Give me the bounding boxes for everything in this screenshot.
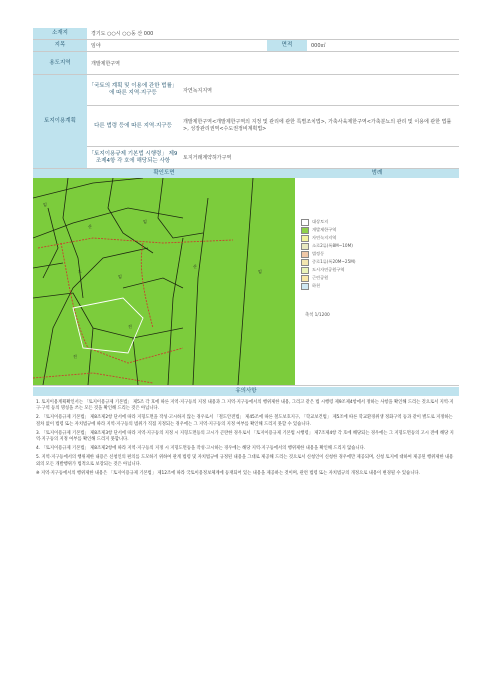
legend-label: 범례 bbox=[295, 169, 459, 178]
legend-swatch bbox=[301, 259, 309, 266]
legend-text: 소로2류(폭8M~10M) bbox=[312, 243, 353, 248]
regulation-value-3: 토지거래계약허가구역 bbox=[183, 155, 232, 161]
svg-text:임: 임 bbox=[43, 202, 47, 207]
legend-swatch bbox=[301, 219, 309, 226]
legend-item bbox=[301, 250, 459, 258]
map-section-header bbox=[33, 169, 459, 178]
legend-swatch bbox=[301, 275, 309, 282]
zoning-label: 용도지역 bbox=[33, 52, 87, 74]
map-area bbox=[33, 178, 459, 386]
legend-item bbox=[301, 266, 459, 274]
legend-list bbox=[301, 218, 459, 290]
note-paragraph: 5. 지역·지구등에서의 행위제한 내용은 신청인의 편의를 도모하기 위하여 관계 법령 및 자치법규에 규정된 내용을 그대로 제공해 드리는 것으로서 신청인이 신청한 경우에만 제공되며, 신청 토지에 대하여 제공된 행위제한 내용 외의 모든 개발행위가 법적으로 보장되는 것은 아닙니다. bbox=[36, 455, 454, 467]
legend-text: 하천 bbox=[312, 283, 321, 288]
legend-item bbox=[301, 226, 459, 234]
note-paragraph: 2. 「토지이용규제 기본법」 제8조제2항 단서에 따라 지형도면을 작성·고시하지 않는 경우로서 「철도안전법」 제45조에 따른 철도보호지구, 「학교보건법」 제5조에 따른 학교환경위생 정화구역 등과 같이 별도로 지정하는 절차 없이 법령 또는 자치법규에 따라 지역·지구등의 범위가 직접 지정되는 경우에는 그 지역·지구등의 지정 여부를 확인해 드리지 못할 수 있습니다. bbox=[36, 415, 453, 427]
legend-text: 근린공원 bbox=[312, 275, 329, 280]
legend-swatch bbox=[301, 283, 309, 290]
regulation-row-1 bbox=[87, 75, 459, 106]
jimok-row bbox=[33, 40, 459, 52]
regulation-label-2: 다른 법령 등에 따른 지역·지구등 bbox=[87, 106, 179, 146]
jimok-value: 임야 bbox=[91, 43, 101, 49]
regulations-block bbox=[33, 75, 459, 169]
svg-text:임: 임 bbox=[118, 274, 122, 279]
area-label: 면적 bbox=[267, 40, 307, 51]
zoning-row bbox=[33, 52, 459, 75]
legend-text: 중로1류(폭20M~25M) bbox=[312, 259, 356, 264]
area-value: 000㎡ bbox=[311, 43, 326, 49]
notes-label: 유의사항 bbox=[33, 387, 459, 396]
location-row bbox=[33, 28, 459, 40]
legend-swatch bbox=[301, 243, 309, 250]
map-image bbox=[33, 178, 295, 385]
svg-text:전: 전 bbox=[128, 324, 132, 329]
svg-text:도: 도 bbox=[78, 269, 82, 274]
legend-item bbox=[301, 258, 459, 266]
notes-body bbox=[33, 396, 459, 477]
legend-swatch bbox=[301, 227, 309, 234]
legend-swatch bbox=[301, 235, 309, 242]
note-paragraph: 4. 「토지이용규제 기본법」 제8조제2항에 따라 지역·지구등의 지정 시 지형도면등을 작성·고시하는 경우에는 해당 지역·지구등에서의 행위제한 내용을 확인해 드리지 않습니다. bbox=[36, 446, 366, 452]
zoning-value: 개발제한구역 bbox=[91, 60, 120, 67]
svg-text:산: 산 bbox=[88, 224, 92, 229]
legend-text: 도시자연공원구역 bbox=[312, 267, 345, 272]
note-paragraph: 1. 토지이용계획확인서는 「토지이용규제 기본법」 제5조 각 호에 따른 지역·지구등의 지정 내용과 그 지역·지구등에서의 행위제한 내용, 그리고 같은 법 시행령 제9조제4항에서 정하는 사항을 확인해 드리는 것으로서 지역·지구·구역 등의 명칭을 쓰는 모든 것을 확인해 드리는 것은 아닙니다. bbox=[36, 400, 454, 412]
svg-text:전: 전 bbox=[73, 354, 77, 359]
map-label: 확인도면 bbox=[33, 169, 295, 178]
legend-text: 대상토지 bbox=[312, 219, 329, 224]
legend-item bbox=[301, 218, 459, 226]
legend-item bbox=[301, 242, 459, 250]
legend-text: 자연녹지지역 bbox=[312, 235, 337, 240]
regulation-value-1: 자연녹지지역 bbox=[183, 87, 212, 94]
scale-label: 축척 1/1200 bbox=[305, 313, 330, 318]
note-paragraph: 3. 「토지이용규제 기본법」 제8조제3항 단서에 따라 지역·지구등의 지정 시 지형도면등의 고시가 곤란한 경우로서 「토지이용규제 기본법 시행령」 제7조제4항 각 호에 해당되는 경우에는 그 지형도면등의 고시 전에 해당 지역·지구등의 지정 여부를 확인해 드리지 못합니다. bbox=[36, 430, 454, 443]
svg-text:산: 산 bbox=[193, 264, 197, 269]
regulation-value-2: 개발제한구역<개발제한구역의 지정 및 관리에 관한 특별조치법>, 가축사육제한구역<가축분뇨의 관리 및 이용에 관한 법률>, 성장관리권역<수도권정비계획법> bbox=[183, 119, 452, 132]
jimok-label: 지목 bbox=[33, 40, 87, 51]
legend-panel bbox=[295, 178, 459, 385]
legend-item bbox=[301, 234, 459, 242]
regulation-label-3: 「토지이용규제 기본법 시행령」 제9조제4항 각 호에 해당되는 사항 bbox=[87, 147, 179, 168]
location-value: 경기도 ○○시 ○○동 산 000 bbox=[91, 31, 154, 37]
legend-text: 개발제한구역 bbox=[312, 227, 337, 232]
regulation-row-2 bbox=[87, 106, 459, 147]
legend-swatch bbox=[301, 251, 309, 258]
legend-swatch bbox=[301, 267, 309, 274]
cadastral-map bbox=[33, 178, 295, 385]
svg-text:임: 임 bbox=[143, 219, 147, 224]
regulation-label-1: 「국토의 계획 및 이용에 관한 법률」에 따른 지역·지구등 bbox=[87, 75, 179, 105]
legend-item bbox=[301, 282, 459, 290]
svg-text:임: 임 bbox=[258, 269, 262, 274]
note-paragraph: ※ 지역·지구등에서의 행위제한 내용은 「토지이용규제 기본법」 제12조에 따라 국토이용정보체계에 등재되어 있는 내용을 제공하는 것이며, 관련 법령 또는 자치법규의 개정으로 내용이 변경될 수 있습니다. bbox=[36, 470, 420, 476]
regulation-row-3 bbox=[87, 147, 459, 168]
location-label: 소재지 bbox=[33, 28, 87, 39]
legend-text: 법정동 bbox=[312, 251, 325, 256]
land-use-certificate bbox=[33, 28, 459, 480]
regulations-label: 토지이용계획 bbox=[33, 75, 87, 168]
legend-item bbox=[301, 274, 459, 282]
